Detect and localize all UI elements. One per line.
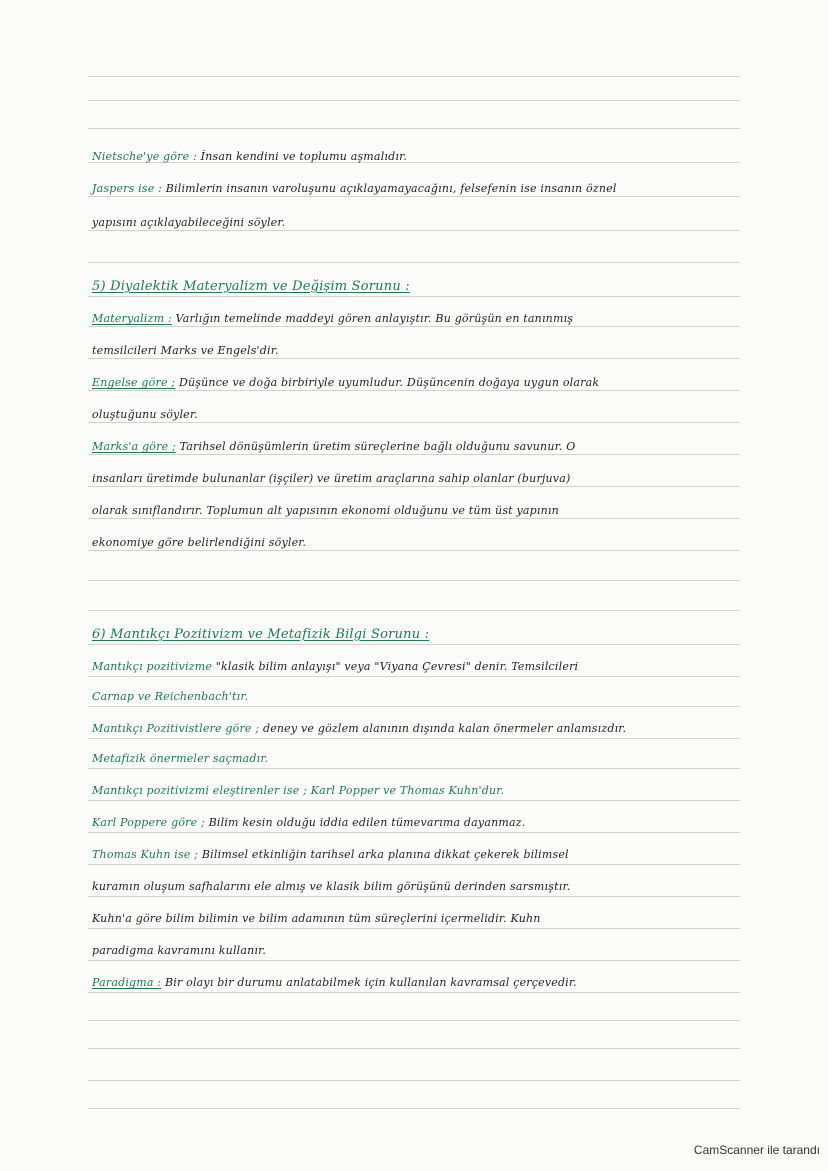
ruled-line — [88, 800, 740, 801]
line-text: Metafizik önermeler saçmadır. — [92, 752, 269, 765]
line-label: Thomas Kuhn ise ; — [92, 848, 199, 861]
ruled-line — [88, 196, 740, 197]
ruled-line — [88, 580, 740, 581]
text-line — [92, 784, 504, 798]
ruled-line — [88, 676, 740, 677]
ruled-line — [88, 100, 740, 101]
text-line — [92, 344, 279, 358]
line-text: Kuhn'a göre bilim bilimin ve bilim adamının tüm süreçlerini içermelidir. Kuhn — [92, 912, 541, 925]
line-label: Jaspers ise : — [92, 182, 163, 195]
line-text: ekonomiye göre belirlendiğini söyler. — [92, 536, 307, 549]
line-text: Tarihsel dönüşümlerin üretim süreçlerine bağlı olduğunu savunur. O — [175, 440, 576, 453]
ruled-line — [88, 326, 740, 327]
text-line — [92, 816, 525, 830]
line-text: Varlığın temelinde maddeyi gören anlayıştır. Bu görüşün en tanınmış — [171, 312, 574, 325]
ruled-line — [88, 486, 740, 487]
ruled-line — [88, 454, 740, 455]
section-heading — [92, 628, 429, 642]
line-label: Paradigma : — [92, 976, 162, 989]
line-text: deney ve gözlem alanının dışında kalan önermeler anlamsızdır. — [259, 722, 627, 735]
ruled-line — [88, 896, 740, 897]
text-line — [92, 944, 266, 958]
line-text: "klasik bilim anlayışı" veya "Viyana Çevresi" denir. Temsilcileri — [212, 660, 579, 673]
line-text: yapısını açıklayabileceğini söyler. — [92, 216, 286, 229]
line-text: temsilcileri Marks ve Engels'dir. — [92, 344, 279, 357]
line-text: kuramın oluşum safhalarını ele almış ve klasik bilim görüşünü derinden sarsmıştır. — [92, 880, 571, 893]
text-line — [92, 690, 248, 704]
ruled-line — [88, 296, 740, 297]
text-line — [92, 912, 541, 926]
text-line — [92, 312, 573, 326]
ruled-line — [88, 550, 740, 551]
line-label: Engelse göre ; — [92, 376, 176, 389]
line-text: paradigma kavramını kullanır. — [92, 944, 267, 957]
section-heading — [92, 280, 410, 294]
text-line — [92, 752, 268, 766]
text-line — [92, 376, 599, 390]
ruled-line — [88, 230, 740, 231]
line-label: Karl Poppere göre ; — [92, 816, 205, 829]
line-text: Bilimsel etkinliğin tarihsel arka planına dikkat çekerek bilimsel — [198, 848, 569, 861]
scanner-watermark: CamScanner ile tarandı — [693, 1143, 820, 1157]
line-text: Düşünce ve doğa birbiriyle uyumludur. Düşüncenin doğaya uygun olarak — [175, 376, 600, 389]
line-text: Bilim kesin olduğu iddia edilen tümevarıma dayanmaz. — [204, 816, 526, 829]
line-text: Carnap ve Reichenbach'tır. — [92, 690, 249, 703]
text-line — [92, 660, 578, 674]
text-line — [92, 440, 576, 454]
ruled-line — [88, 1048, 740, 1049]
ruled-line — [88, 518, 740, 519]
text-line — [92, 216, 285, 230]
ruled-line — [88, 358, 740, 359]
line-text: Mantıkçı pozitivizmi eleştirenler ise ; Karl Popper ve Thomas Kuhn'dur. — [92, 784, 505, 797]
line-text: Bir olayı bir durumu anlatabilmek için kullanılan kavramsal çerçevedir. — [161, 976, 577, 989]
ruled-line — [88, 992, 740, 993]
text-line — [92, 848, 569, 862]
line-text: Bilimlerin insanın varoluşunu açıklayamayacağını, felsefenin ise insanın öznel — [162, 182, 617, 195]
ruled-line — [88, 390, 740, 391]
ruled-line — [88, 422, 740, 423]
section-heading-text: 5) Diyalektik Materyalizm ve Değişim Sorunu : — [92, 279, 410, 294]
ruled-line — [88, 128, 740, 129]
line-label: Mantıkçı Pozitivistlere göre ; — [92, 722, 260, 735]
text-line — [92, 150, 407, 164]
line-label: Nietsche'ye göre : — [92, 150, 197, 163]
ruled-line — [88, 928, 740, 929]
text-line — [92, 472, 570, 486]
line-text: olarak sınıflandırır. Toplumun alt yapısının ekonomi olduğunu ve tüm üst yapının — [92, 504, 559, 517]
line-text: İnsan kendini ve toplumu aşmalıdır. — [196, 150, 408, 163]
ruled-line — [88, 76, 740, 77]
ruled-line — [88, 1108, 740, 1109]
line-label: Mantıkçı pozitivizme — [92, 660, 213, 673]
text-line — [92, 182, 617, 196]
line-label: Materyalizm : — [92, 312, 172, 325]
ruled-line — [88, 610, 740, 611]
ruled-line — [88, 262, 740, 263]
text-line — [92, 722, 626, 736]
text-line — [92, 880, 570, 894]
text-line — [92, 504, 559, 518]
text-line — [92, 536, 306, 550]
ruled-line — [88, 832, 740, 833]
ruled-line — [88, 960, 740, 961]
ruled-line — [88, 1080, 740, 1081]
line-label: Marks'a göre ; — [92, 440, 176, 453]
line-text: oluştuğunu söyler. — [92, 408, 198, 421]
text-line — [92, 976, 577, 990]
ruled-line — [88, 644, 740, 645]
ruled-line — [88, 768, 740, 769]
ruled-line — [88, 706, 740, 707]
ruled-line — [88, 1020, 740, 1021]
section-heading-text: 6) Mantıkçı Pozitivizm ve Metafizik Bilgi Sorunu : — [92, 627, 430, 642]
ruled-line — [88, 738, 740, 739]
ruled-line — [88, 864, 740, 865]
line-text: insanları üretimde bulunanlar (işçiler) ve üretim araçlarına sahip olanlar (burjuva) — [92, 472, 571, 485]
text-line — [92, 408, 198, 422]
